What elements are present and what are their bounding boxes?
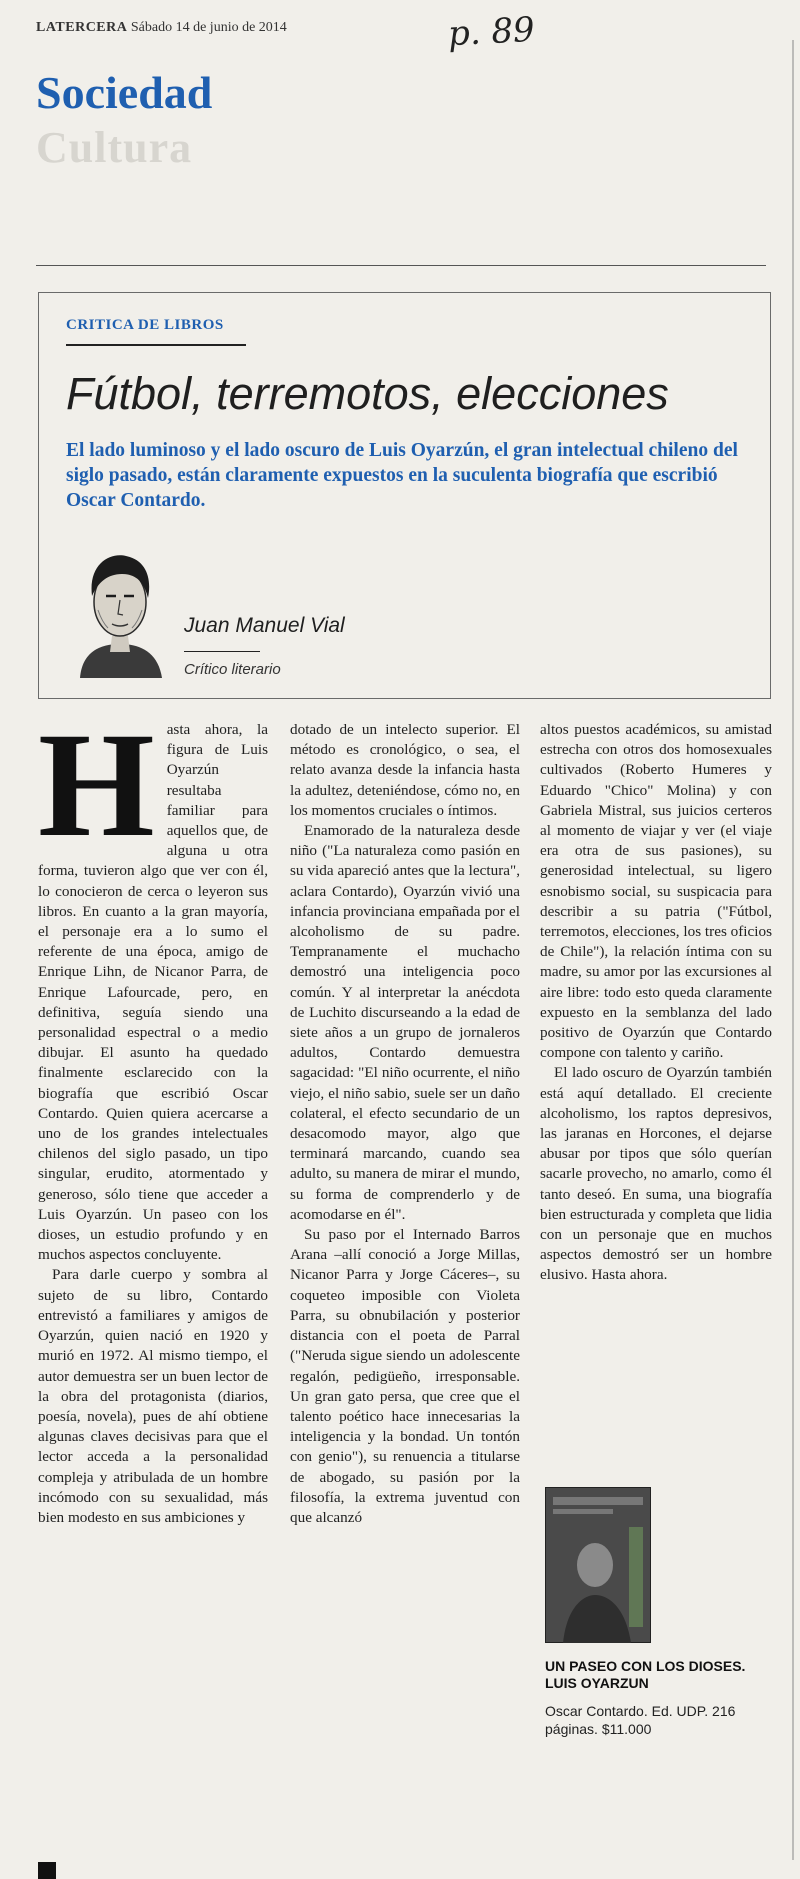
kicker-underline bbox=[66, 344, 246, 346]
body-column-3 bbox=[540, 720, 772, 1286]
book-title: UN PASEO CON LOS DIOSES. LUIS OYARZUN bbox=[545, 1658, 746, 1691]
article-deck: El lado luminoso y el lado oscuro de Luis Oyarzún, el gran intelectual chileno del siglo pasado, están claramente expuestos en la suculenta biografía que escribió Oscar Contardo. bbox=[66, 440, 738, 511]
section-subtitle: Cultura bbox=[36, 123, 193, 172]
body-column-2 bbox=[290, 720, 520, 1528]
book-cover-image bbox=[545, 1487, 651, 1643]
drop-cap: H bbox=[38, 702, 155, 868]
paragraph-1-text: asta ahora, la figura de Luis Oyarzún resultaba familiar para aquellos que, de alguna u otra forma, tuvieron algo que ver con él, lo conocieron de cerca o leyeron sus libros. En cuanto a la gran mayoría, el personaje era a lo sumo el referente de una época, amigo de Enrique Lihn, de Nicanor Parra, de Enrique Lafourcade, pero, en definitiva, seguía siendo una personalidad espectral o a medio dibujar. El asunto ha quedado finalmente esclarecido con la biografía que escribió Oscar Contardo. Quien quiera acercarse a uno de los grandes intelectuales chilenos del siglo pasado, un tipo singular, erudito, atormentado y generoso, sólo tiene que acceder a Luis Oyarzún. Un paseo con los dioses, un estudio profundo y en muchos aspectos concluyente. bbox=[38, 721, 268, 1264]
author-role: Crítico literario bbox=[184, 661, 281, 678]
publication-date: Sábado 14 de junio de 2014 bbox=[130, 20, 287, 35]
article-headline: Fútbol, terremotos, elecciones bbox=[66, 368, 669, 419]
page-header bbox=[36, 20, 287, 36]
author-portrait bbox=[72, 540, 168, 678]
section-title: Sociedad bbox=[36, 67, 213, 118]
paragraph-1 bbox=[38, 702, 268, 1265]
book-info: Oscar Contardo. Ed. UDP. 216 páginas. $11.000 bbox=[545, 1703, 736, 1737]
next-article-mark bbox=[38, 1862, 56, 1879]
page-edge-line bbox=[792, 40, 794, 1860]
paragraph-4: Enamorado de la naturaleza desde niño ("La naturaleza como pasión en su vida apareció antes que la lectura", aclara Contardo), Oyarzún vivió una infancia provinciana empañada por el alcoholismo de su padre. Tempranamente el muchacho demostró una inteligencia poco común. Y al interpretar la anécdota de Luchito discurseando a la edad de siete años a un grupo de jornaleros adultos, Contardo demuestra sagacidad: "El niño ocurrente, el niño viejo, el niño sabio, suele ser un daño colateral, el efecto secundario de un desacomodo mayor, algo que terminará marcando, cuando sea adulto, su manera de mirar el mundo, su forma de comprenderlo y de acomodarse en él". bbox=[290, 822, 520, 1223]
author-divider bbox=[184, 651, 260, 652]
paragraph-3: dotado de un intelecto superior. El método es cronológico, o sea, el relato avanza desde la infancia hasta la adultez, deteniéndose, cómo no, en los momentos cruciales o íntimos. bbox=[290, 721, 520, 819]
handwritten-page-mark: p. 89 bbox=[447, 9, 536, 55]
paragraph-7: El lado oscuro de Oyarzún también está aquí detallado. El creciente alcoholismo, los raptos depresivos, las jaranas en Horcones, el dejarse abusar por tipos que sólo querían sacarle provecho, no amarlo, como él tanto deseó. En suma, una biografía bien estructurada y completa que lidia con un personaje que en muchos aspectos demostró ser un hombre elusivo. Hasta ahora. bbox=[540, 1064, 772, 1284]
section-divider bbox=[36, 265, 766, 266]
body-column-1 bbox=[38, 702, 268, 1528]
paragraph-5: Su paso por el Internado Barros Arana –allí conoció a Jorge Millas, Nicanor Parra y Jorge Cáceres–, su coqueteo imposible con Violeta Parra, su obnubilación y posterior distancia con el poeta de Parral ("Neruda sigue siendo un adolescente regalón, pedigüeño, irresponsable. Un gran gato persa, que cree que el talento poético hace innecesarias la inteligencia y la bondad. Un tontón con genio"), su renuencia a titularse de abogado, su pasión por la filosofía, la extrema juventud con que alcanzó bbox=[290, 1226, 520, 1526]
paragraph-2: Para darle cuerpo y sombra al sujeto de su libro, Contardo entrevistó a familiares y amigos de Oyarzún, quien nació en 1920 y murió en 1972. Al mismo tiempo, el autor demuestra ser un buen lector de la obra del protagonista (diarios, poesía, novela), pues de ahí obtiene algunas claves decisivas para que el lector acceda a la personalidad compleja y atribulada de un hombre incómodo con su sexualidad, más bien modesto en sus ambiciones y bbox=[38, 1266, 268, 1526]
article-kicker: CRITICA DE LIBROS bbox=[66, 317, 224, 333]
newspaper-brand: LATERCERA bbox=[36, 20, 128, 35]
author-name: Juan Manuel Vial bbox=[184, 614, 345, 637]
paragraph-6: altos puestos académicos, su amistad estrecha con otros dos homosexuales cultivados (Roberto Humeres y Eduardo "Chico" Molina) y con Gabriela Mistral, sus juicios certeros al momento de viajar y ver (el viaje era otra de sus pasiones), su generosidad intelectual, su ligero esnobismo social, su suspicacia para describir a su patria ("Fútbol, terremotos, elecciones, los tres oficios de Chile"), la relación íntima con su madre, su amor por las excursiones al aire libre: todo esto queda claramente expuesto en la semblanza del lado positivo de Oyarzún que Contardo compone con talento y cariño. bbox=[540, 721, 772, 1062]
